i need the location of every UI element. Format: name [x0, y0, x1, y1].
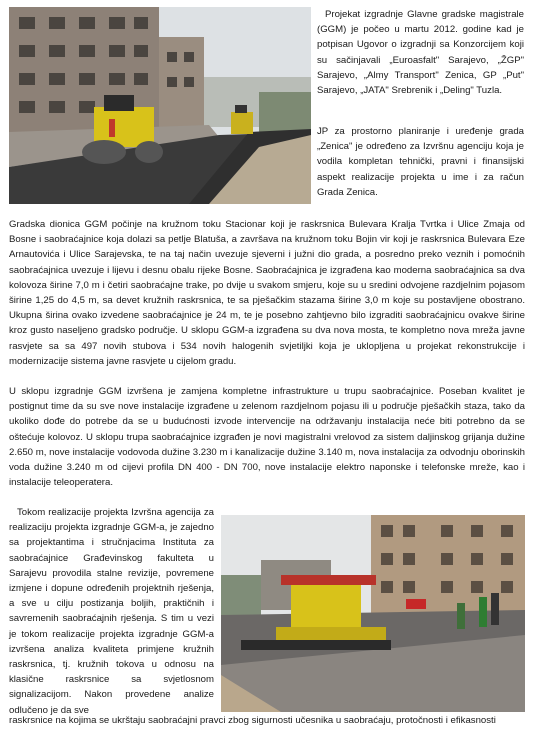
infrastructure-paragraph: U sklopu izgradnje GGM izvršena je zamjena kompletne infrastrukture u trupu saobraćajnice. Poseban kvalitet je postignut time da su sve nove instalacije izgrađene u zelenom razdjelnom pojasu ili u područje pješačkih staza, tako da ukoliko dođe do potrebe da se u budućnosti izvode intervencije na održavanju instalacija neće biti potrebno da se oštećuje kolovoz. U sklopu trupa saobraćajnice izgrađen je novi magistralni vrelovod za sistem daljinskog grijanja dužine 2.650 m, nove instalacije vodovoda dužine 3.230 m i kanalizacije dužine 3.140 m, nova instalacija za odvodnju oborinskih voda dužine 3.240 m od cijevi profila DN 400 - DN 700, nove instalacije elektro naponske i telefonske mreže, kao i instalacije teleoperatera.	[9, 386, 525, 489]
intro-paragraph: Projekat izgradnje Glavne gradske magistrale (GGM) je počeo u martu 2012. godine kad je potpisan Ugovor o izgradnji sa Konzorcijem koji su sačinjavali „Euroasfalt" Sarajevo, „ŽGP" Sarajevo, „Almy Transport" Zenica, GP „Put" Sarajevo, „JATA" Srebrenik i „Deling" Tuzla.	[317, 9, 524, 97]
asphalt-paver-photo	[221, 515, 525, 712]
agency-paragraph: JP za prostorno planiranje i uređenje grada „Zenica" je određeno za Izvršnu agenciju koja je vodila kompletan tehnički, pravni i finansijski aspekt realizacije projekta u ime i za račun Grada Zenica.	[317, 126, 524, 198]
continuation-paragraph: raskrsnice na kojima se ukrštaju saobraćajni pravci zbog sigurnosti učesnika u saobraćaju, protočnosti i efikasnosti	[9, 715, 496, 726]
revision-paragraph: Tokom realizacije projekta Izvršna agencija za realizaciju projekta izgradnje GGM-a, je zajedno sa projektantima i stručnjacima Instituta za saobraćajnice Građevinskog fakulteta u Sarajevu provodila stalne revizije, povremene izmjene i dopune određenih projektnih rješenja, a sve u cilju postizanja boljih, praktičnih i savremenih saobraćajnih rješenja. S tim u vezi je tokom realizacije projekta izgradnje GGM-a izvršena analiza kvaliteta primjene kružnih raskrsnica, tj. kružnih tokova u odnosu na klasične raskrsnice sa svjetlosnom signalizacijom. Nakon provedene analize odlučeno je da sve	[9, 507, 214, 716]
road-paving-photo	[9, 7, 311, 204]
route-description-paragraph: Gradska dionica GGM počinje na kružnom toku Stacionar koji je raskrsnica Bulevara Kralja Tvrtka i Ulice Zmaja od Bosne i saobraćajnice koja dolazi sa petlje Blatuša, a završava na kružnom toku Bojin vir koji je raskrsnica Bulevara Eze Arnautovića i Ulice Sarajevska, te na taj način uvezuje sjeverni i južni dio grada, a posredno preko veznih i pomoćnih saobraćajnica uvezuje i lijevu i desnu obalu rijeke Bosne. Saobraćajnica je izgrađena kao moderna saobraćajnica sa dva kolovoza širine 7,0 m i četiri saobraćajne trake, po dvije u svakom smjeru, koje su u sredini odvojene razdjelnim pojasom širine 1,25 do 4,5 m, sa devet kružnih raskrsnica, te sa pješačkim stazama širine 3,0 m koje su postavljene obostrano. Ukupna širina ovako izvedene saobraćajnice je 24 m, te je posebno zahtjevno bilo izgraditi saobraćajnicu ovakve širine kroz gusto naseljeno gradsko područje. U sklopu GGM-a izgrađena su dva nova mosta, te kompletno nova mreža javne rasvjete sa sa 497 novih stubova i 534 novih halogenih svjetiljki koja je uklopljena u projekat rekonstrukcije i modernizacije sistema javne rasvjete u cijelom gradu.	[9, 219, 525, 367]
